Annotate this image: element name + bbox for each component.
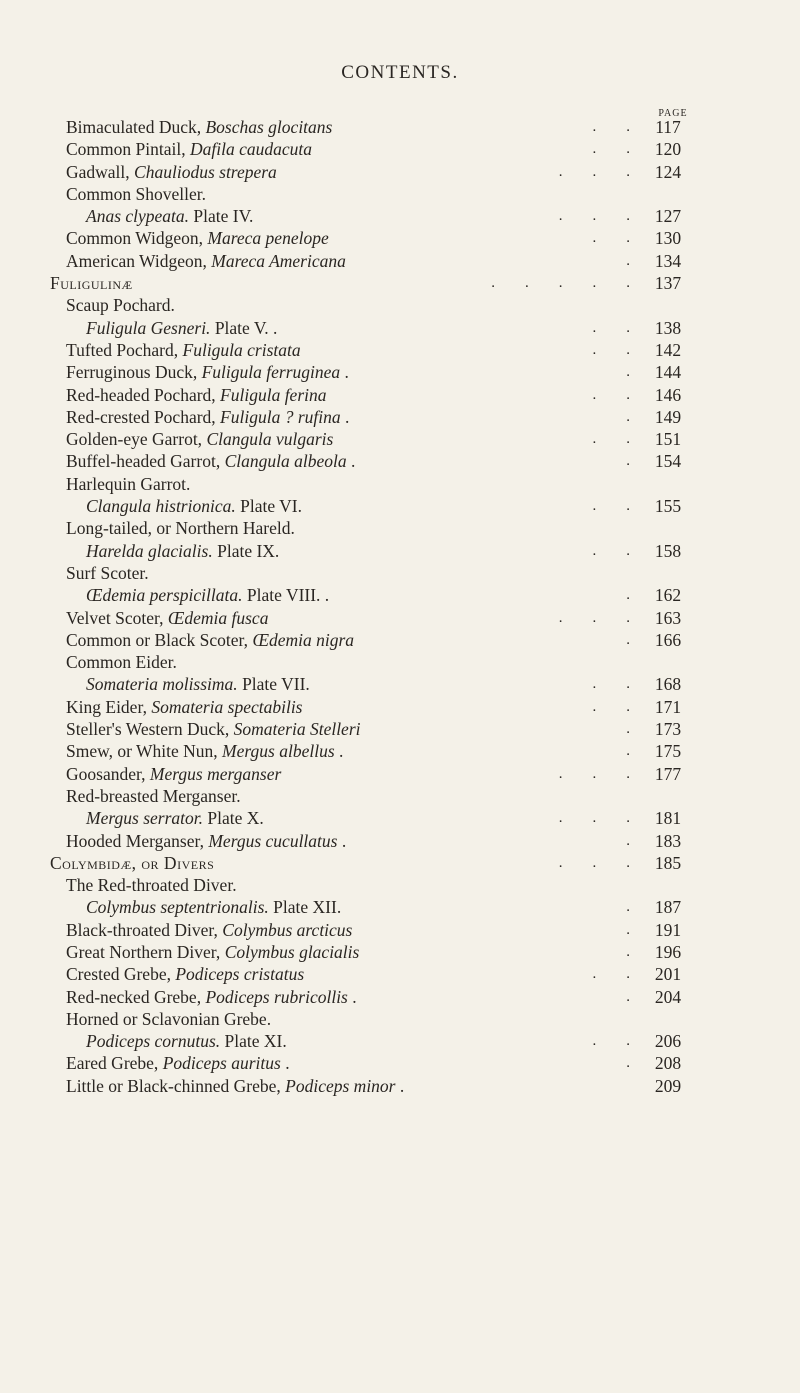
plate-ref: . [280,1053,290,1074]
toc-entry [86,673,310,695]
latin-name: Dafila caudacuta [189,139,312,160]
toc-entry [66,718,361,740]
entry-name: Surf Scoter. [66,562,149,583]
latin-name: Mergus serrator. [86,808,203,829]
toc-entry [86,317,277,339]
leader-dots: . . [592,119,630,135]
toc-entry [66,963,304,985]
plate-ref: Plate XII. [268,897,342,918]
toc-entry [66,1008,271,1030]
entry-name: Red-breasted Merganser. [66,785,241,806]
leader-dots: . [626,832,630,849]
plate-ref: Plate V. . [210,317,278,338]
entry-name: Ferruginous Duck, [66,362,202,383]
leader-dots: . . . . . [491,275,630,292]
page-number: 117 [655,117,681,137]
toc-entry [66,517,295,539]
page-number: 173 [654,719,682,740]
latin-name: Somateria Stelleri [233,719,361,740]
toc-row [0,339,800,361]
toc-row [0,183,800,205]
leader-dots: . [626,721,630,738]
latin-name: Mergus cucullatus [208,830,338,851]
plate-ref: . [334,741,344,762]
toc-row [0,919,800,941]
entry-name: Red-headed Pochard, [66,384,221,405]
latin-name: Harelda glacialis. [86,540,213,561]
page-number: 185 [654,852,682,873]
toc-entry [66,1075,404,1097]
page-number: 204 [654,986,682,1007]
entry-name: Steller's Western Duck, [66,719,234,740]
toc-entry [66,339,301,361]
plate-ref: Plate VIII. . [242,585,330,606]
leader-dots: . . [592,676,630,693]
page-number: 191 [654,919,682,940]
leader-dots: . . [592,1033,630,1050]
latin-name: Boschas glocitans [205,117,333,137]
leader-dots: . . [592,141,630,158]
page-number: 134 [654,250,682,271]
page-number: 120 [654,139,682,160]
toc-entry [50,272,133,294]
toc-row [0,941,800,963]
page-number: 208 [654,1053,682,1074]
page-number: 206 [654,1031,682,1052]
toc-row [0,1075,800,1097]
latin-name: Anas clypeata. [86,206,190,227]
toc-row [0,584,800,606]
entry-name: Harlequin Garrot. [66,473,191,494]
leader-dots: . . [592,341,630,358]
toc-entry [66,361,349,383]
toc-row [0,428,800,450]
toc-entry [66,874,237,896]
plate-ref: . [395,1075,405,1096]
toc-entry [66,607,268,629]
toc-entry [66,250,346,272]
entry-name: Common Shoveller. [66,183,206,204]
plate-ref: Plate VI. [235,496,303,517]
toc-entry [66,696,303,718]
entry-name: Scaup Pochard. [66,295,175,316]
entry-name: Horned or Sclavonian Grebe. [66,1008,272,1029]
toc-row [0,763,800,785]
leader-dots: . [626,943,630,960]
toc-entry [66,450,355,472]
leader-dots: . [626,1055,630,1072]
entry-name: Common Pintail, [66,139,190,160]
entry-name: Buffel-headed Garrot, [66,451,225,472]
latin-name: Colymbus septentrionalis. [86,897,269,918]
toc-row [0,473,800,495]
page-number: 124 [654,161,682,182]
toc-entry [66,740,343,762]
toc-entry [86,540,279,562]
entry-name: Red-necked Grebe, [66,986,206,1007]
page-number: 175 [654,741,682,762]
latin-name: Clangula vulgaris [206,429,334,450]
entry-name: Common or Black Scoter, [66,629,253,650]
latin-name: Somateria molissima. [86,674,238,695]
toc-row [0,138,800,160]
toc-row [0,205,800,227]
entry-name: Velvet Scoter, [66,607,168,628]
latin-name: Fuligula ferruginea [201,362,341,383]
toc-entry [86,896,341,918]
toc-entry [66,919,352,941]
page-number: 127 [654,206,682,227]
entry-name: Little or Black-chinned Grebe, [66,1075,286,1096]
page-number: 183 [654,830,682,851]
leader-dots: . . . [558,609,630,626]
latin-name: Œdemia nigra [252,629,355,650]
toc-row [0,651,800,673]
toc-row [0,1030,800,1052]
toc-entry [86,495,302,517]
leader-dots: . . [592,698,630,715]
entry-name: Long-tailed, or Northern Hareld. [66,518,295,539]
toc-entry [66,428,333,450]
toc-row [0,852,800,874]
leader-dots: . [626,921,630,938]
page-number: 144 [654,362,682,383]
entry-name: Bimaculated Duck, [66,117,206,137]
leader-dots: . [626,453,630,470]
latin-name: Fuligula Gesneri. [86,317,211,338]
entry-name: Goosander, [66,763,150,784]
page-title: CONTENTS. [341,62,459,83]
entry-name: Golden-eye Garrot, [66,429,207,450]
leader-dots: . [626,631,630,648]
toc-row [0,250,800,272]
leader-dots: . . [592,230,630,247]
toc-row [0,406,800,428]
toc-row [0,361,800,383]
toc-entry [66,785,241,807]
toc-row [0,294,800,316]
leader-dots: . [626,408,630,425]
toc-entry [66,116,332,138]
plate-ref: Plate IX. [212,540,280,561]
latin-name: Œdemia perspicillata. [86,585,243,606]
toc-row [0,607,800,629]
toc-row [0,317,800,339]
leader-dots: . [626,988,630,1005]
entry-name: Hooded Merganser, [66,830,209,851]
entry-name: Colymbidæ, or Divers [50,852,215,873]
entry-name: Smew, or White Nun, [66,741,223,762]
leader-dots: . . . [558,765,630,782]
page-number: 146 [654,384,682,405]
toc-entry [66,384,327,406]
plate-ref: Plate XI. [220,1031,287,1052]
page-number: 201 [654,964,682,985]
entry-name: Fuligulinæ [50,273,133,294]
toc-row [0,1008,800,1030]
page-number: 163 [654,607,682,628]
entry-name: Tufted Pochard, [66,339,183,360]
latin-name: Colymbus glacialis [224,941,360,962]
latin-name: Podiceps cristatus [175,964,305,985]
toc-entry [66,986,357,1008]
latin-name: Mergus merganser [149,763,282,784]
page-number: 187 [654,897,682,918]
toc-row [0,272,800,294]
leader-dots: . [626,364,630,381]
toc-row [0,785,800,807]
toc-entry [66,138,312,160]
latin-name: Fuligula cristata [182,339,301,360]
leader-dots: . [626,743,630,760]
page-number: 171 [654,696,682,717]
toc-row [0,673,800,695]
toc-entry [86,1030,287,1052]
latin-name: Somateria spectabilis [151,696,303,717]
page-number: 154 [654,451,682,472]
toc-row [0,227,800,249]
plate-ref: . [340,362,349,383]
leader-dots: . [626,587,630,604]
page-number: 166 [654,629,682,650]
plate-ref: . [337,830,347,851]
entry-name: King Eider, [66,696,152,717]
entry-name: Black-throated Diver, [66,919,223,940]
leader-dots: . [626,899,630,916]
toc-row [0,1052,800,1074]
leader-dots: . . . [558,810,630,827]
toc-row [0,562,800,584]
latin-name: Podiceps minor [285,1075,396,1096]
entry-name: Crested Grebe, [66,964,176,985]
plate-ref: Plate X. [203,808,264,829]
toc-row [0,807,800,829]
entry-name: Eared Grebe, [66,1053,163,1074]
toc-entry [66,941,359,963]
toc-row [0,384,800,406]
latin-name: Podiceps rubricollis [205,986,348,1007]
page-number: 138 [654,317,682,338]
toc-row [0,495,800,517]
toc-entry [66,294,175,316]
plate-ref: . [340,406,350,427]
page-number: 149 [654,406,682,427]
toc-entry [86,584,329,606]
toc-entry [86,807,264,829]
plate-ref: . [347,986,357,1007]
latin-name: Œdemia fusca [167,607,269,628]
latin-name: Mergus albellus [222,741,335,762]
page-number: 130 [654,228,682,249]
latin-name: Podiceps auritus [162,1053,281,1074]
latin-name: Podiceps cornutus. [86,1031,221,1052]
leader-dots: . . . [558,208,630,225]
plate-ref: Plate VII. [237,674,310,695]
page-number: 151 [654,429,682,450]
leader-dots: . . . [558,163,630,180]
page-number: 181 [654,808,682,829]
page-number: 155 [654,496,682,517]
toc-entry [66,629,354,651]
toc-entry [66,651,177,673]
latin-name: Mareca Americana [211,250,346,271]
entry-name: American Widgeon, [66,250,212,271]
toc-row [0,830,800,852]
toc-row [0,450,800,472]
entry-name: Gadwall, [66,161,135,182]
toc-entry [66,763,281,785]
toc-entry [66,183,206,205]
latin-name: Fuligula ? rufina [220,406,341,427]
toc-entry [66,473,190,495]
leader-dots: . . [592,386,630,403]
toc-row [0,963,800,985]
entry-name: Red-crested Pochard, [66,406,221,427]
toc-entry [66,406,349,428]
toc-row [0,696,800,718]
leader-dots: . [626,252,630,269]
toc-entry [66,161,277,183]
toc-row [0,161,800,183]
page-number: 137 [654,273,682,294]
entry-name: Common Widgeon, [66,228,208,249]
page-column-header: PAGE [658,108,688,119]
toc-row [0,740,800,762]
toc-list [0,116,800,1097]
latin-name: Mareca penelope [207,228,329,249]
page-number: 177 [654,763,682,784]
latin-name: Chauliodus strepera [134,161,277,182]
toc-entry [66,830,346,852]
toc-entry [86,205,253,227]
plate-ref: . [346,451,356,472]
page-number: 158 [654,540,682,561]
toc-entry [50,852,214,874]
leader-dots: . . [592,431,630,448]
toc-row [0,540,800,562]
page-number: 209 [654,1075,682,1096]
entry-name: Common Eider. [66,652,177,673]
leader-dots: . . [592,319,630,336]
leader-dots: . . [592,498,630,515]
toc-row [0,517,800,539]
toc-entry [66,1052,290,1074]
latin-name: Fuligula ferina [220,384,327,405]
toc-row [0,896,800,918]
leader-dots: . . . [558,854,630,871]
latin-name: Clangula albeola [224,451,347,472]
latin-name: Colymbus arcticus [222,919,353,940]
toc-row [0,629,800,651]
page-number: 168 [654,674,682,695]
leader-dots: . . [592,966,630,983]
page-number: 196 [654,941,682,962]
toc-row [0,116,800,138]
toc-row [0,986,800,1008]
toc-row [0,874,800,896]
toc-row [0,718,800,740]
plate-ref: Plate IV. [189,206,254,227]
toc-entry [66,562,149,584]
entry-name: Great Northern Diver, [66,941,225,962]
toc-entry [66,227,329,249]
page-number: 162 [654,585,682,606]
leader-dots: . . [592,542,630,559]
entry-name: The Red-throated Diver. [66,875,237,896]
latin-name: Clangula histrionica. [86,496,236,517]
page-number: 142 [654,339,682,360]
